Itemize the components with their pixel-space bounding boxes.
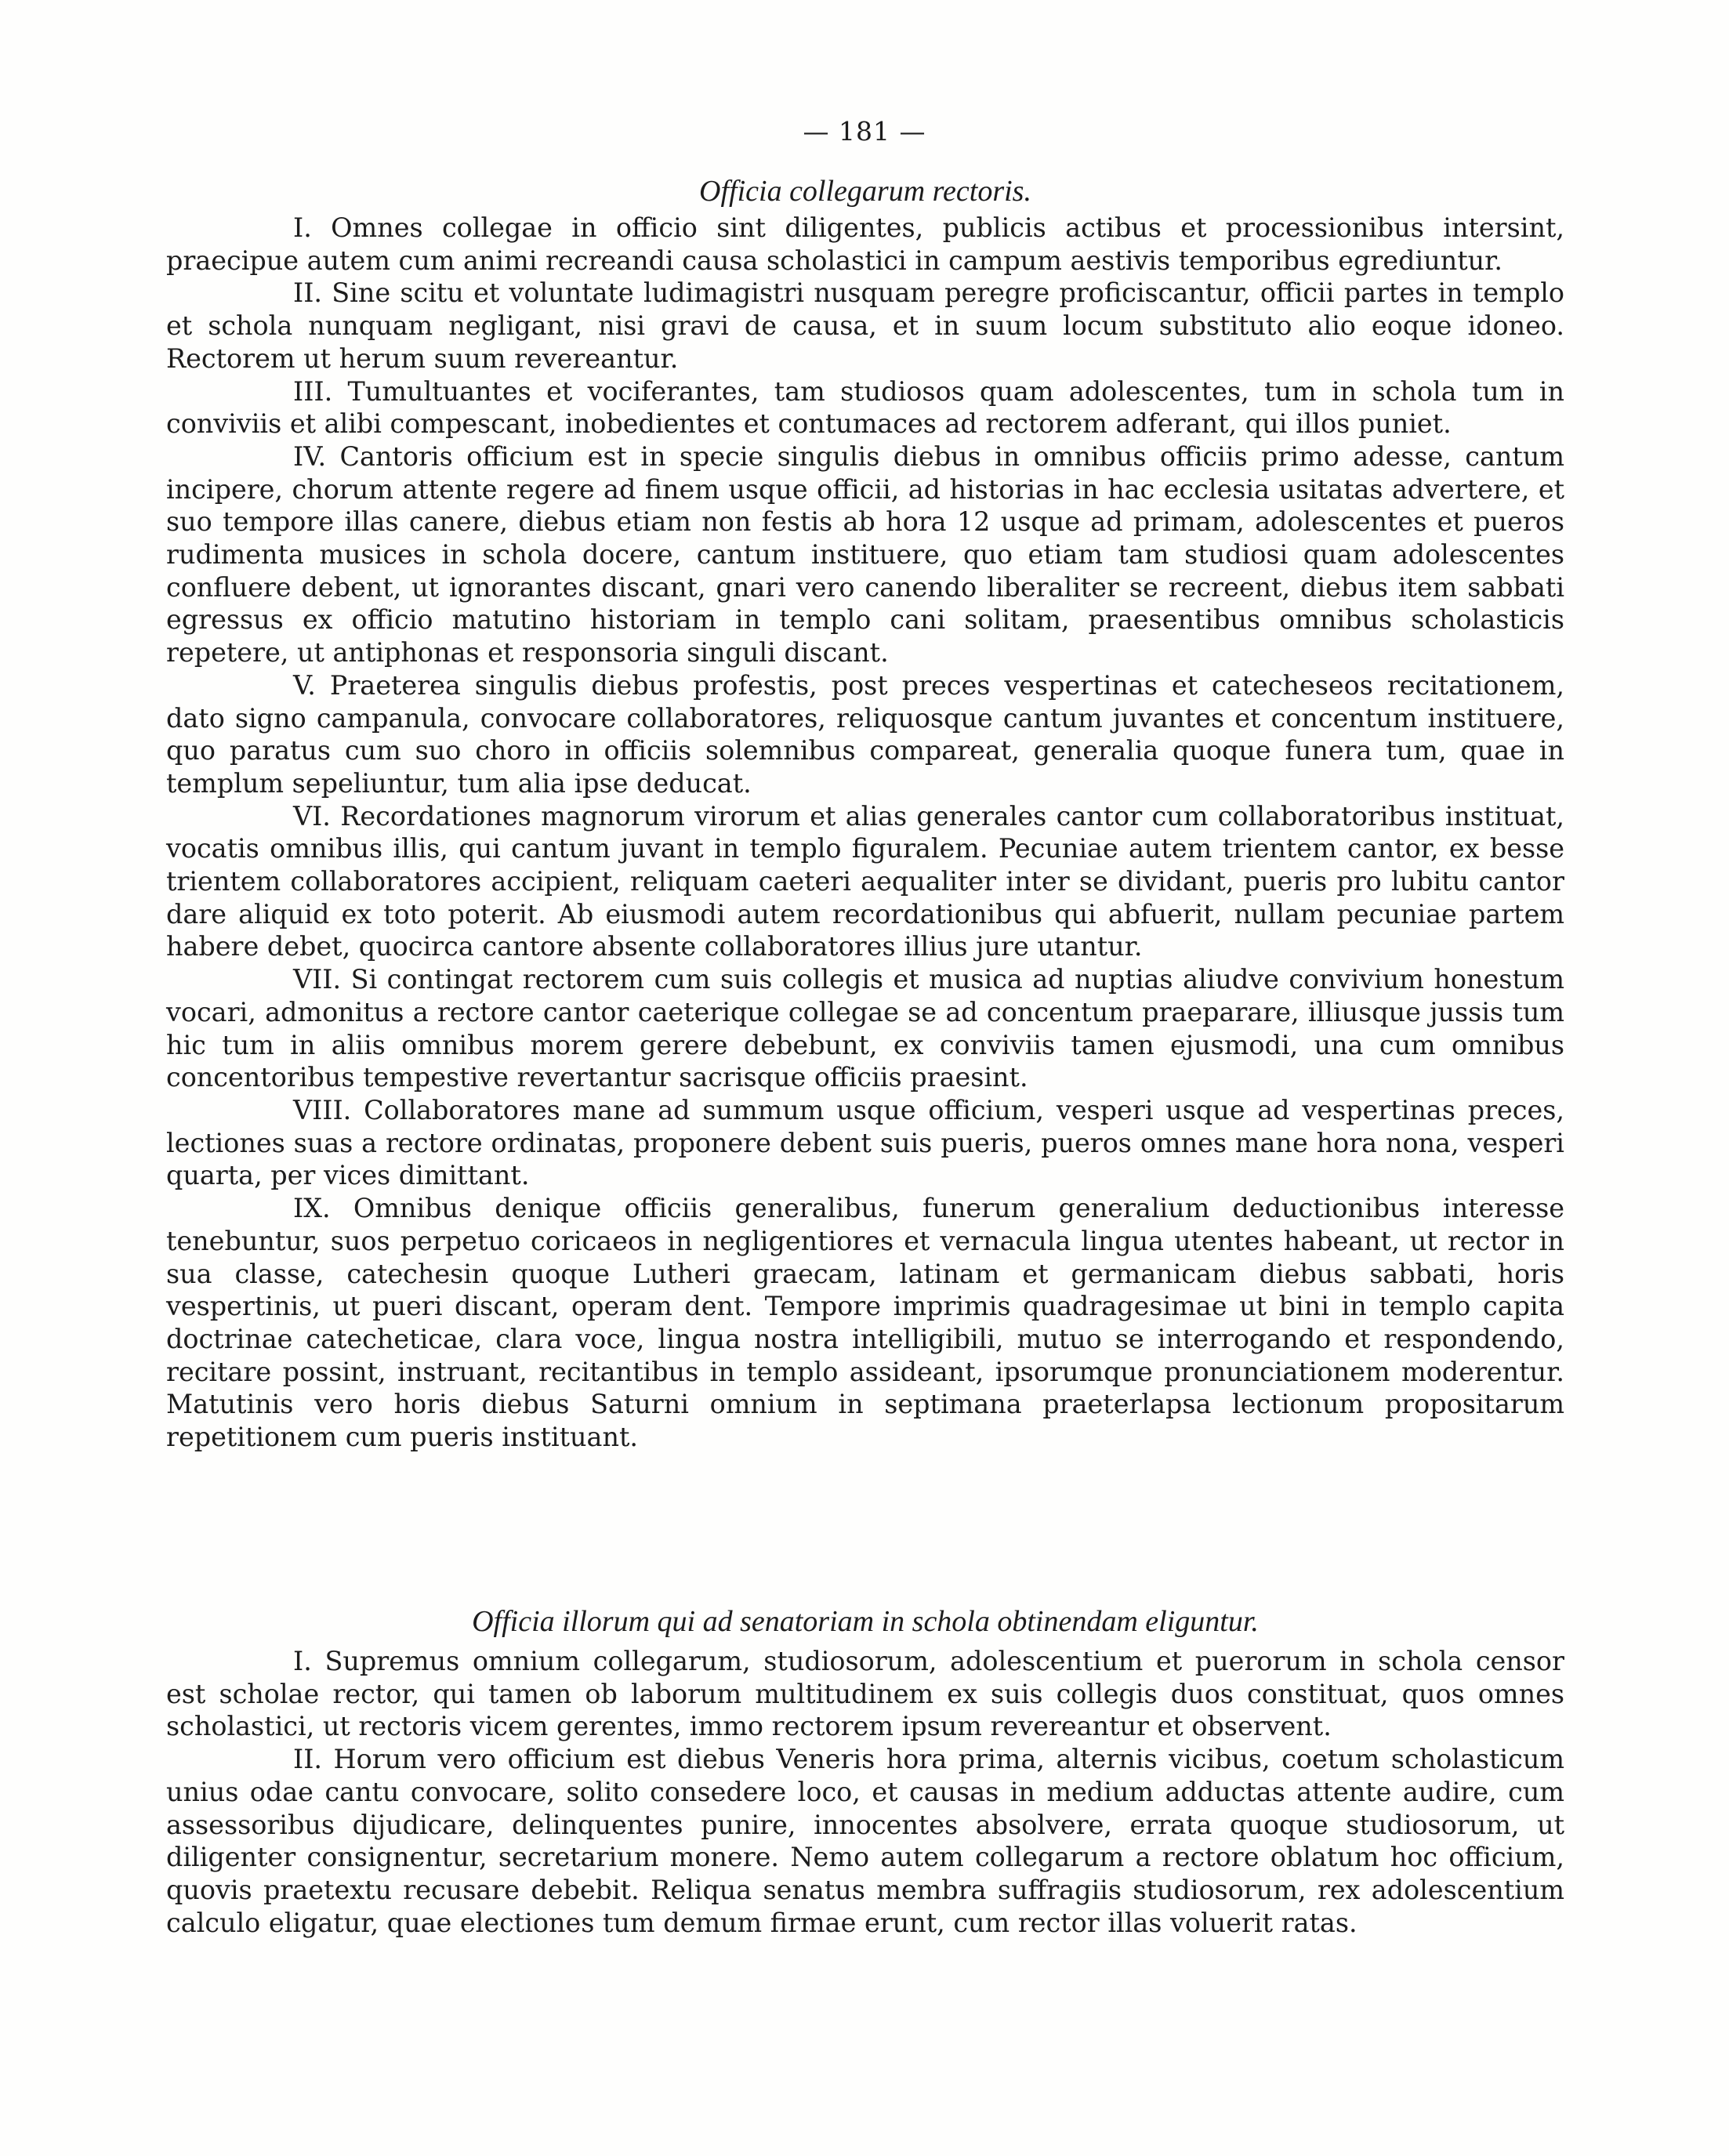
paragraph-ii: II. Horum vero officium est diebus Veneris hora prima, alternis vicibus, coetum scholasticum unius odae cantu convocare, solito consedere loco, et causas in medium adductas attente audire, cum assessoribus dijudicare, delinquentes punire, innocentes absolvere, errata quoque studiosorum, ut diligenter consignentur, secretarium monere. Nemo autem collegarum a rectore oblatum hoc officium, quovis praetextu recusare debebit. Reliqua senatus membra suffragiis studiosorum, rex adolescentium calculo eligatur, quae electiones tum demum firmae erunt, cum rector illas voluerit ratas.	[166, 1744, 1564, 1938]
page-number: — 181 —	[803, 116, 926, 147]
paragraph-vi: VI. Recordationes magnorum virorum et alias generales cantor cum collaboratoribus instituat, vocatis omnibus illis, qui cantum juvant in templo figuralem. Pecuniae autem trientem cantor, ex besse trientem collaboratores accipient, reliquam caeteri aequaliter inter se dividant, pueris pro lubitu cantor dare aliquid ex toto poterit. Ab eiusmodi autem recordationibus qui abfuerit, nullam pecuniae partem habere debet, quocirca cantore absente collaboratores illius jure utantur.	[166, 800, 1564, 962]
paragraph-viii: VIII. Collaboratores mane ad summum usque officium, vesperi usque ad vespertinas preces, lectiones suas a rectore ordinatas, proponere debent suis pueris, pueros omnes mane hora nona, vesperi quarta, per vices dimittant.	[166, 1094, 1564, 1191]
paragraph-vii: VII. Si contingat rectorem cum suis collegis et musica ad nuptias aliudve convivium honestum vocari, admonitus a rectore cantor caeterique collegae se ad concentum praeparare, illiusque jussis tum hic tum in aliis omnibus morem gerere debebunt, ex conviviis tamen ejusmodi, una cum omnibus concentoribus tempestive revertantur sacrisque officiis praesint.	[166, 964, 1564, 1093]
paragraph-i: I. Supremus omnium collegarum, studiosorum, adolescentium et puerorum in schola censor est scholae rector, qui tamen ob laborum multitudinem ex suis collegis duos constituat, quos omnes scholastici, ut rectoris vicem gerentes, immo rectorem ipsum revereantur et observent.	[166, 1646, 1564, 1742]
section-heading: Officia collegarum rectoris.	[699, 175, 1031, 208]
paragraph-iv: IV. Cantoris officium est in specie singulis diebus in omnibus officiis primo adesse, cantum incipere, chorum attente regere ad finem usque officii, ad historias in hac ecclesia usitatas advertere, et suo tempore illas canere, diebus etiam non festis ab hora 12 usque ad primam, adolescentes et pueros rudimenta musices in schola docere, cantum instituere, quo etiam tam studiosi quam adolescentes confluere debent, ut ignorantes discant, gnari vero canendo liberaliter se recreent, diebus item sabbati egressus ex officio matutino historiam in templo cani solitam, praesentibus omnibus scholasticis repetere, ut antiphonas et responsoria singuli discant.	[166, 440, 1564, 669]
paragraph-i: I. Omnes collegae in officio sint diligentes, publicis actibus et processionibus intersint, praecipue autem cum animi recreandi causa scholastici in campum aestivis temporibus egrediuntur.	[166, 212, 1564, 276]
paragraph-v: V. Praeterea singulis diebus profestis, post preces vespertinas et catecheseos recitationem, dato signo campanula, convocare collaboratores, reliquosque cantum juvantes et concentum instituere, quo paratus cum suo choro in officiis solemnibus compareat, generalia quoque funera tum, quae in templum sepeliuntur, tum alia ipse deducat.	[166, 669, 1564, 799]
paragraph-ii: II. Sine scitu et voluntate ludimagistri nusquam peregre proficiscantur, officii partes in templo et schola nunquam negligant, nisi gravi de causa, et in suum locum substituto alio eoque idoneo. Rectorem ut herum suum revereantur.	[166, 277, 1564, 374]
paragraph-iii: III. Tumultuantes et vociferantes, tam studiosos quam adolescentes, tum in schola tum in conviviis et alibi compescant, inobedientes et contumaces ad rectorem adferant, qui illos puniet.	[166, 375, 1564, 440]
section-heading: Officia illorum qui ad senatoriam in schola obtinendam eliguntur.	[472, 1605, 1259, 1638]
section-officia-senatoriam	[166, 1604, 1564, 1939]
paragraph-ix: IX. Omnibus denique officiis generalibus, funerum generalium deductionibus interesse tenebuntur, suos perpetuo coricaeos in negligentiores et vernacula lingua utentes habeant, ut rector in sua classe, catechesin quoque Lutheri graecam, latinam et germanicam diebus sabbati, horis vespertinis, ut pueri discant, operam dent. Tempore imprimis quadragesimae ut bini in templo capita doctrinae catecheticae, clara voce, lingua nostra intelligibili, mutuo se interrogando et respondendo, recitare possint, instruant, recitantibus in templo assideant, ipsorumque pronunciationem moderentur. Matutinis vero horis diebus Saturni omnium in septimana praeterlapsa lectionum propositarum repetitionem cum pueris instituant.	[166, 1193, 1564, 1453]
section-officia-collegarum	[166, 174, 1564, 1454]
